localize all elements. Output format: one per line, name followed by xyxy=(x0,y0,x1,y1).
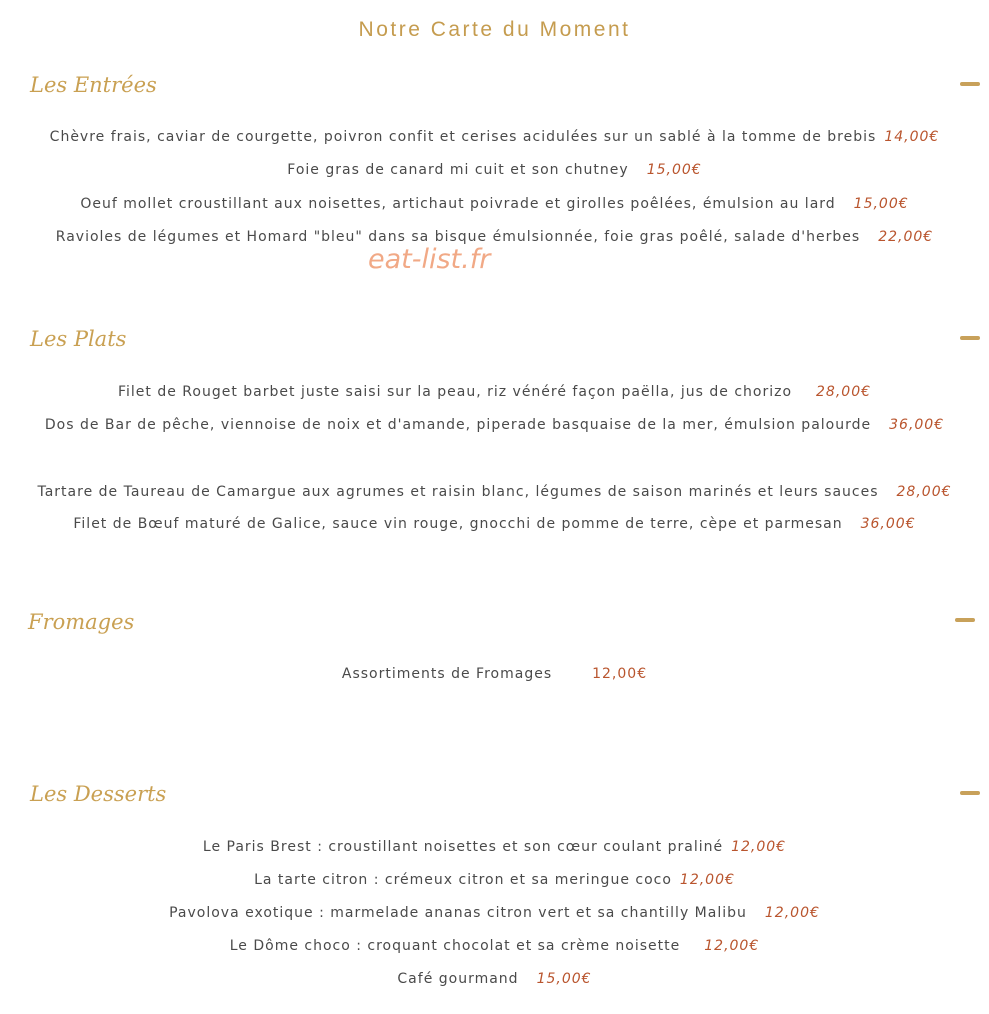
watermark-logo: eat-list.fr xyxy=(368,244,491,275)
menu-item-name: Assortiments de Fromages xyxy=(341,666,553,682)
menu-item xyxy=(0,516,989,532)
menu-item-price: 28,00€ xyxy=(816,384,872,400)
menu-item-price: 15,00€ xyxy=(536,971,592,987)
menu-item-name: Le Paris Brest : croustillant noisettes et son cœur coulant praliné xyxy=(202,839,724,855)
section-heading-plats: Les Plats xyxy=(30,327,127,351)
collapse-fromages-button[interactable] xyxy=(955,618,975,622)
section-heading-entrees: Les Entrées xyxy=(30,73,157,97)
collapse-plats-button[interactable] xyxy=(960,336,980,340)
menu-item xyxy=(0,417,989,433)
menu-item-name: Ravioles de légumes et Homard "bleu" dans sa bisque émulsionnée, foie gras poêlé, salade d'herbes xyxy=(55,229,861,245)
collapse-desserts-button[interactable] xyxy=(960,791,980,795)
menu-item xyxy=(0,129,989,145)
menu-item-name: Chèvre frais, caviar de courgette, poivron confit et cerises acidulées sur un sablé à la tomme de brebis xyxy=(49,129,877,145)
menu-item-name: Dos de Bar de pêche, viennoise de noix et d'amande, piperade basquaise de la mer, émulsion palourde xyxy=(44,417,872,433)
menu-item xyxy=(0,384,989,400)
menu-item xyxy=(0,162,989,178)
section-heading-fromages: Fromages xyxy=(28,610,135,634)
menu-item-name: Le Dôme choco : croquant chocolat et sa crème noisette xyxy=(229,938,681,954)
menu-item xyxy=(0,971,989,987)
menu-item-price: 28,00€ xyxy=(896,484,952,500)
menu-item xyxy=(0,905,989,921)
section-heading-desserts: Les Desserts xyxy=(30,782,167,806)
menu-item-name: Foie gras de canard mi cuit et son chutney xyxy=(287,162,629,178)
menu-item-price: 12,00€ xyxy=(704,938,760,954)
menu-item-name: Pavolova exotique : marmelade ananas citron vert et sa chantilly Malibu xyxy=(169,905,747,921)
menu-item-price: 36,00€ xyxy=(889,417,945,433)
menu-item-name: Tartare de Taureau de Camargue aux agrumes et raisin blanc, légumes de saison marinés et leurs sauces xyxy=(37,484,879,500)
menu-item xyxy=(0,872,989,888)
menu-item-price: 12,00€ xyxy=(764,905,820,921)
menu-item-price: 22,00€ xyxy=(878,229,934,245)
menu-item-name: Filet de Bœuf maturé de Galice, sauce vin rouge, gnocchi de pomme de terre, cèpe et parmesan xyxy=(73,516,843,532)
menu-item-name: Oeuf mollet croustillant aux noisettes, artichaut poivrade et girolles poêlées, émulsion au lard xyxy=(80,196,836,212)
menu-item-price: 15,00€ xyxy=(646,162,702,178)
collapse-entrees-button[interactable] xyxy=(960,82,980,86)
page-title: Notre Carte du Moment xyxy=(358,18,631,41)
menu-item xyxy=(0,484,989,500)
menu-item-price: 15,00€ xyxy=(853,196,909,212)
menu-item-price: 14,00€ xyxy=(884,129,940,145)
menu-item-price: 36,00€ xyxy=(860,516,916,532)
menu-item-price: 12,00€ xyxy=(592,666,648,682)
menu-item xyxy=(0,229,989,245)
menu-item-price: 12,00€ xyxy=(679,872,735,888)
menu-item xyxy=(0,196,989,212)
menu-item-name: La tarte citron : crémeux citron et sa meringue coco xyxy=(254,872,672,888)
menu-item xyxy=(0,666,989,682)
menu-item xyxy=(0,938,989,954)
menu-item-price: 12,00€ xyxy=(731,839,787,855)
menu-item-name: Filet de Rouget barbet juste saisi sur la peau, riz vénéré façon paëlla, jus de chorizo xyxy=(117,384,793,400)
menu-item xyxy=(0,839,989,855)
menu-item-name: Café gourmand xyxy=(397,971,519,987)
